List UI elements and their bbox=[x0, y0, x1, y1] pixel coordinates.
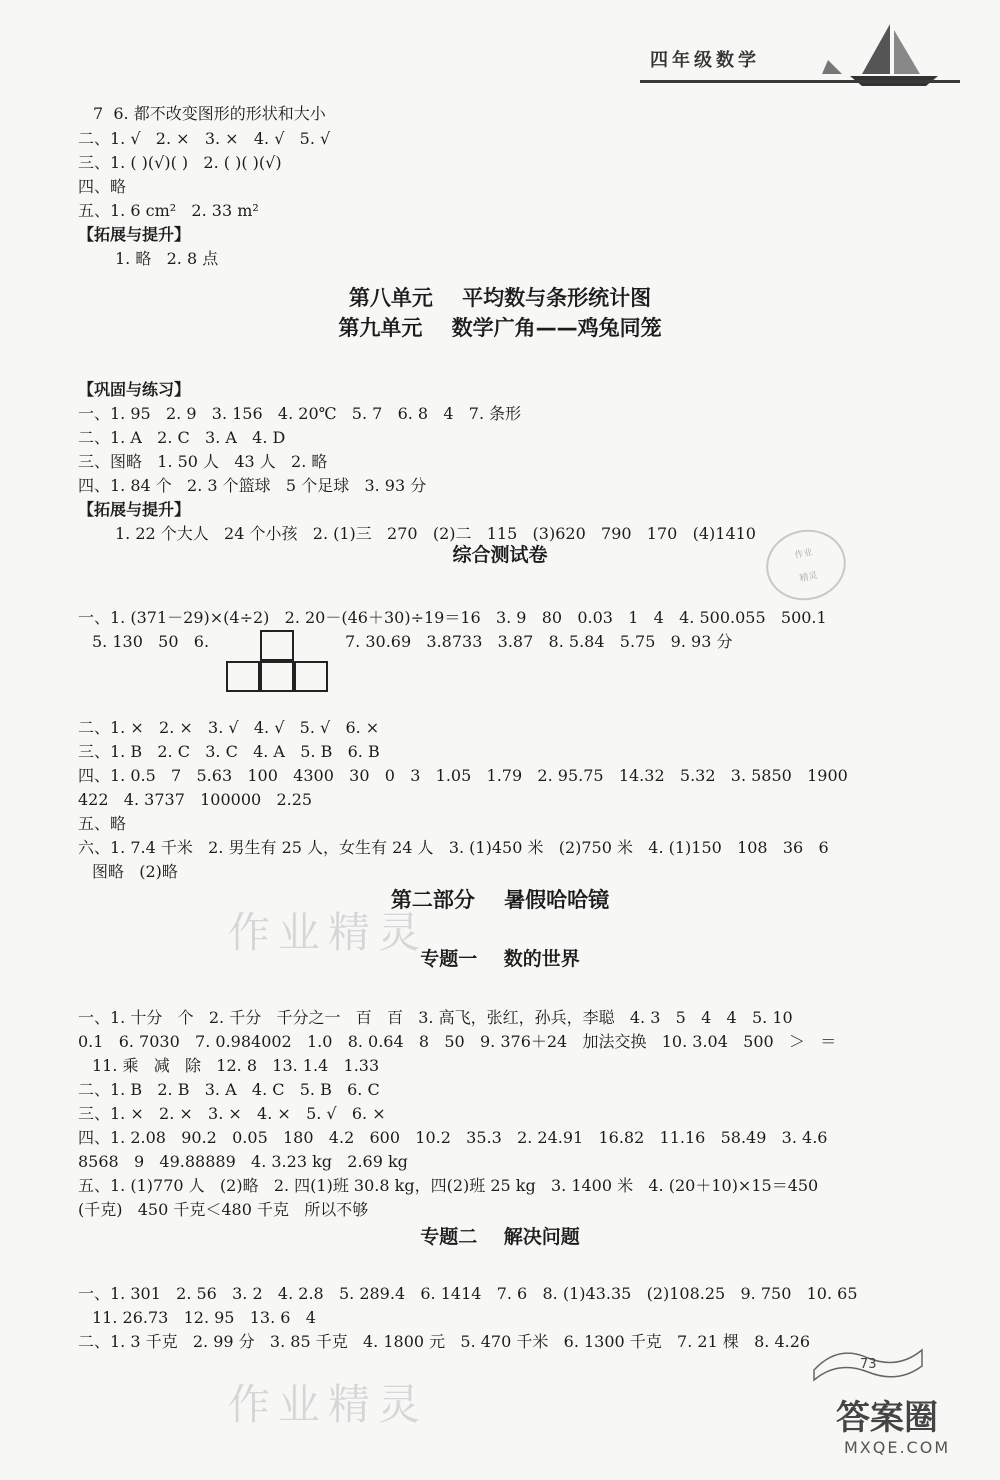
answer-line: 五、1. 6 cm² 2. 33 m² bbox=[78, 201, 259, 220]
net-cell bbox=[294, 661, 328, 692]
header-rule bbox=[640, 80, 960, 83]
logo-url: MXQE.COM bbox=[844, 1438, 951, 1457]
answer-line: 422 4. 3737 100000 2.25 bbox=[78, 790, 313, 809]
logo-main: 答案圈 bbox=[836, 1398, 938, 1438]
answer-line: 二、1. 3 千克 2. 99 分 3. 85 千克 4. 1800 元 5. 470 千米 6. 1300 千克 7. 21 棵 8. 4.26 bbox=[78, 1332, 811, 1351]
answer-line: 5. 130 50 6. bbox=[92, 632, 210, 651]
answer-line: 一、1. 95 2. 9 3. 156 4. 20℃ 5. 7 6. 8 4 7. 条形 bbox=[78, 404, 522, 423]
answer-line: 四、1. 2.08 90.2 0.05 180 4.2 600 10.2 35.3 2. 24.91 16.82 11.16 58.49 3. 4.6 bbox=[78, 1128, 828, 1147]
section-heading: 第二部分 暑假哈哈镜 bbox=[390, 888, 610, 912]
answer-line: 图略 (2)略 bbox=[92, 862, 178, 881]
watermark-text: 作业精灵 bbox=[228, 1380, 429, 1429]
answer-line: 【拓展与提升】 bbox=[78, 500, 191, 519]
answer-line: 11. 26.73 12. 95 13. 6 4 bbox=[92, 1308, 316, 1327]
answer-line: 0.1 6. 7030 7. 0.984002 1.0 8. 0.64 8 50 9. 376＋24 加法交换 10. 3.04 500 ＞ ＝ bbox=[78, 1032, 837, 1051]
answer-line: 四、1. 84 个 2. 3 个篮球 5 个足球 3. 93 分 bbox=[78, 476, 427, 495]
answer-line: 三、1. ( )(√)( ) 2. ( )( )(√) bbox=[78, 153, 282, 172]
answer-line: 五、1. (1)770 人 (2)略 2. 四(1)班 30.8 kg，四(2)班 25 kg 3. 1400 米 4. (20＋10)×15＝450 bbox=[78, 1176, 819, 1195]
answer-line: 11. 乘 减 除 12. 8 13. 1.4 1.33 bbox=[92, 1056, 380, 1075]
section-heading: 专题二 解决问题 bbox=[420, 1226, 580, 1248]
answer-line: 【拓展与提升】 bbox=[78, 225, 191, 244]
stamp-seal bbox=[760, 522, 853, 607]
watermark-text: 作业精灵 bbox=[228, 908, 429, 957]
answer-line: 四、略 bbox=[78, 177, 127, 196]
answer-line: 7. 30.69 3.8733 3.87 8. 5.84 5.75 9. 93 分 bbox=[345, 632, 733, 651]
header-title: 四年级数学 bbox=[650, 50, 760, 71]
answer-line: 1. 22 个大人 24 个小孩 2. (1)三 270 (2)二 115 (3)620 790 170 (4)1410 bbox=[115, 524, 756, 543]
net-cell bbox=[260, 661, 294, 692]
answer-line: 二、1. A 2. C 3. A 4. D bbox=[78, 428, 286, 447]
section-heading: 第八单元 平均数与条形统计图 bbox=[348, 286, 652, 310]
answer-line: 7 6. 都不改变图形的形状和大小 bbox=[93, 104, 326, 123]
answer-line: 三、1. × 2. × 3. × 4. × 5. √ 6. × bbox=[78, 1104, 386, 1123]
answer-line: 六、1. 7.4 千米 2. 男生有 25 人，女生有 24 人 3. (1)450 米 (2)750 米 4. (1)150 108 36 6 bbox=[78, 838, 829, 857]
net-cell bbox=[260, 630, 294, 661]
stamp-text: 作业 bbox=[793, 547, 814, 562]
answer-line: 一、1. 301 2. 56 3. 2 4. 2.8 5. 289.4 6. 1414 7. 6 8. (1)43.35 (2)108.25 9. 750 10. 65 bbox=[78, 1284, 858, 1303]
answer-line: 二、1. × 2. × 3. √ 4. √ 5. √ 6. × bbox=[78, 718, 380, 737]
answer-line: (千克) 450 千克＜480 千克 所以不够 bbox=[78, 1200, 369, 1219]
answer-line: 五、略 bbox=[78, 814, 127, 833]
answer-line: 二、1. B 2. B 3. A 4. C 5. B 6. C bbox=[78, 1080, 380, 1099]
answer-line: 一、1. 十分 个 2. 千分 千分之一 百 百 3. 高飞，张红，孙兵，李聪 4. 3 5 4 4 5. 10 bbox=[78, 1008, 793, 1027]
page-number: 73 bbox=[860, 1357, 877, 1372]
answer-line: 一、1. (371－29)×(4÷2) 2. 20－(46＋30)÷19＝16 3. 9 80 0.03 1 4 4. 500.055 500.1 bbox=[78, 608, 827, 627]
net-cell bbox=[226, 661, 260, 692]
answer-line: 二、1. √ 2. × 3. × 4. √ 5. √ bbox=[78, 129, 331, 148]
section-heading: 专题一 数的世界 bbox=[420, 948, 580, 970]
section-heading: 第九单元 数学广角——鸡兔同笼 bbox=[338, 316, 662, 340]
stamp-text: 精灵 bbox=[798, 570, 819, 585]
page-header bbox=[640, 20, 960, 110]
answer-line: 四、1. 0.5 7 5.63 100 4300 30 0 3 1.05 1.79 2. 95.75 14.32 5.32 3. 5850 1900 bbox=[78, 766, 848, 785]
page-number-badge bbox=[808, 1340, 928, 1384]
answer-line: 三、1. B 2. C 3. C 4. A 5. B 6. B bbox=[78, 742, 380, 761]
answer-line: 三、图略 1. 50 人 43 人 2. 略 bbox=[78, 452, 328, 471]
answer-line: 【巩固与练习】 bbox=[78, 380, 191, 399]
answer-line: 1. 略 2. 8 点 bbox=[115, 249, 219, 268]
section-heading: 综合测试卷 bbox=[452, 544, 548, 566]
answer-line: 8568 9 49.88889 4. 3.23 kg 2.69 kg bbox=[78, 1152, 408, 1171]
site-logo bbox=[836, 1390, 986, 1470]
